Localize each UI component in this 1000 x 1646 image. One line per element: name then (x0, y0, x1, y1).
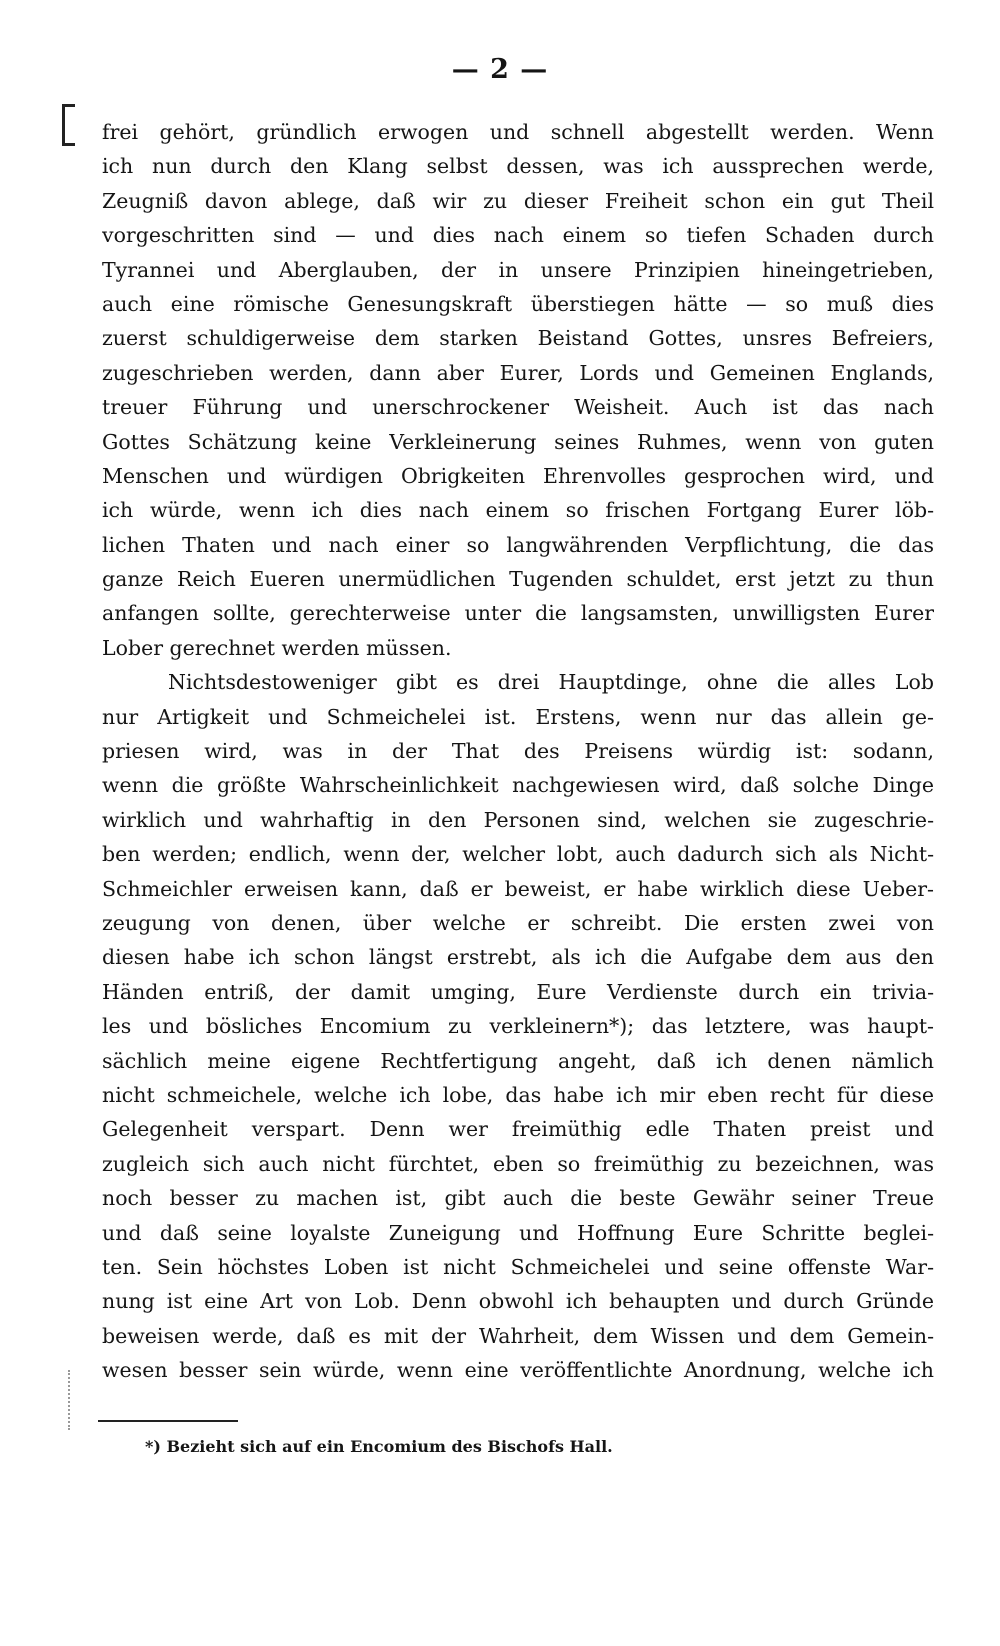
text-line: noch besser zu machen ist, gibt auch die beste Gewähr seiner Treue (102, 1186, 934, 1211)
text-line: Schmeichler erweisen kann, daß er beweist, er habe wirklich diese Ueber- (102, 876, 934, 901)
text-line: wesen besser sein würde, wenn eine veröffentlichte Anordnung, welche ich (102, 1358, 934, 1383)
text-line: Menschen und würdigen Obrigkeiten Ehrenvolles gesprochen wird, und (102, 463, 934, 488)
text-line: zuerst schuldigerweise dem starken Beistand Gottes, unsres Befreiers, (102, 326, 934, 351)
footnote-rule (98, 1420, 238, 1422)
text-line: treuer Führung und unerschrockener Weisheit. Auch ist das nach (102, 395, 934, 420)
page-number: — 2 — (451, 54, 549, 85)
text-line: Händen entriß, der damit umging, Eure Verdienste durch ein trivia- (102, 979, 934, 1004)
text-line: frei gehört, gründlich erwogen und schnell abgestellt werden. Wenn (102, 120, 934, 144)
text-line: ich nun durch den Klang selbst dessen, was ich aussprechen werde, (102, 154, 934, 179)
text-line: und daß seine loyalste Zuneigung und Hoffnung Eure Schritte beglei- (102, 1220, 934, 1245)
text-line: lichen Thaten und nach einer so langwährenden Verpflichtung, die das (102, 532, 934, 557)
margin-bracket-mark (62, 104, 75, 146)
text-line: zeugung von denen, über welche er schreibt. Die ersten zwei von (102, 910, 934, 935)
text-line: diesen habe ich schon längst erstrebt, als ich die Aufgabe dem aus den (102, 945, 934, 970)
text-line: priesen wird, was in der That des Preisens würdig ist: sodann, (102, 739, 934, 764)
text-line: ganze Reich Eueren unermüdlichen Tugenden schuldet, erst jetzt zu thun (102, 567, 934, 592)
text-line: nung ist eine Art von Lob. Denn obwohl ich behaupten und durch Gründe (102, 1289, 934, 1314)
text-line: Gottes Schätzung keine Verkleinerung seines Ruhmes, wenn von guten (102, 429, 934, 454)
body-text (102, 115, 934, 1387)
footnote: *) Bezieht sich auf ein Encomium des Bischofs Hall. (145, 1437, 613, 1456)
text-line: Tyrannei und Aberglauben, der in unsere Prinzipien hineingetrieben, (102, 257, 934, 282)
text-line: Gelegenheit verspart. Denn wer freimüthig edle Thaten preist und (102, 1117, 934, 1142)
text-line: vorgeschritten sind — und dies nach einem so tiefen Schaden durch (102, 223, 934, 248)
text-line: ben werden; endlich, wenn der, welcher lobt, auch dadurch sich als Nicht- (102, 842, 934, 867)
text-line: zugleich sich auch nicht fürchtet, eben so freimüthig zu bezeichnen, was (102, 1151, 934, 1176)
text-line: auch eine römische Genesungskraft überstiegen hätte — so muß dies (102, 291, 934, 316)
text-line: wirklich und wahrhaftig in den Personen sind, welchen sie zugeschrie- (102, 807, 934, 832)
text-line: nicht schmeichele, welche ich lobe, das habe ich mir eben recht für diese (102, 1082, 934, 1107)
text-line: ich würde, wenn ich dies nach einem so frischen Fortgang Eurer löb- (102, 498, 934, 523)
text-line: Zeugniß davon ablege, daß wir zu dieser Freiheit schon ein gut Theil (102, 188, 934, 213)
text-line: anfangen sollte, gerechterweise unter die langsamsten, unwilligsten Eurer (102, 601, 934, 626)
text-line: zugeschrieben werden, dann aber Eurer, Lords und Gemeinen Englands, (102, 360, 934, 385)
text-line: les und bösliches Encomium zu verkleinern*); das letztere, was haupt- (102, 1014, 934, 1039)
text-line: beweisen werde, daß es mit der Wahrheit, dem Wissen und dem Gemein- (102, 1323, 934, 1348)
text-line: Lober gerechnet werden müssen. (102, 635, 452, 660)
text-line: sächlich meine eigene Rechtfertigung angeht, daß ich denen nämlich (102, 1048, 934, 1073)
text-line: Nichtsdestoweniger gibt es drei Hauptdinge, ohne die alles Lob (168, 670, 934, 695)
text-line: wenn die größte Wahrscheinlichkeit nachgewiesen wird, daß solche Dinge (102, 773, 934, 798)
text-line: nur Artigkeit und Schmeichelei ist. Erstens, wenn nur das allein ge- (102, 704, 934, 729)
text-line: ten. Sein höchstes Loben ist nicht Schmeichelei und seine offenste War- (102, 1254, 934, 1279)
margin-dots (68, 1370, 74, 1430)
